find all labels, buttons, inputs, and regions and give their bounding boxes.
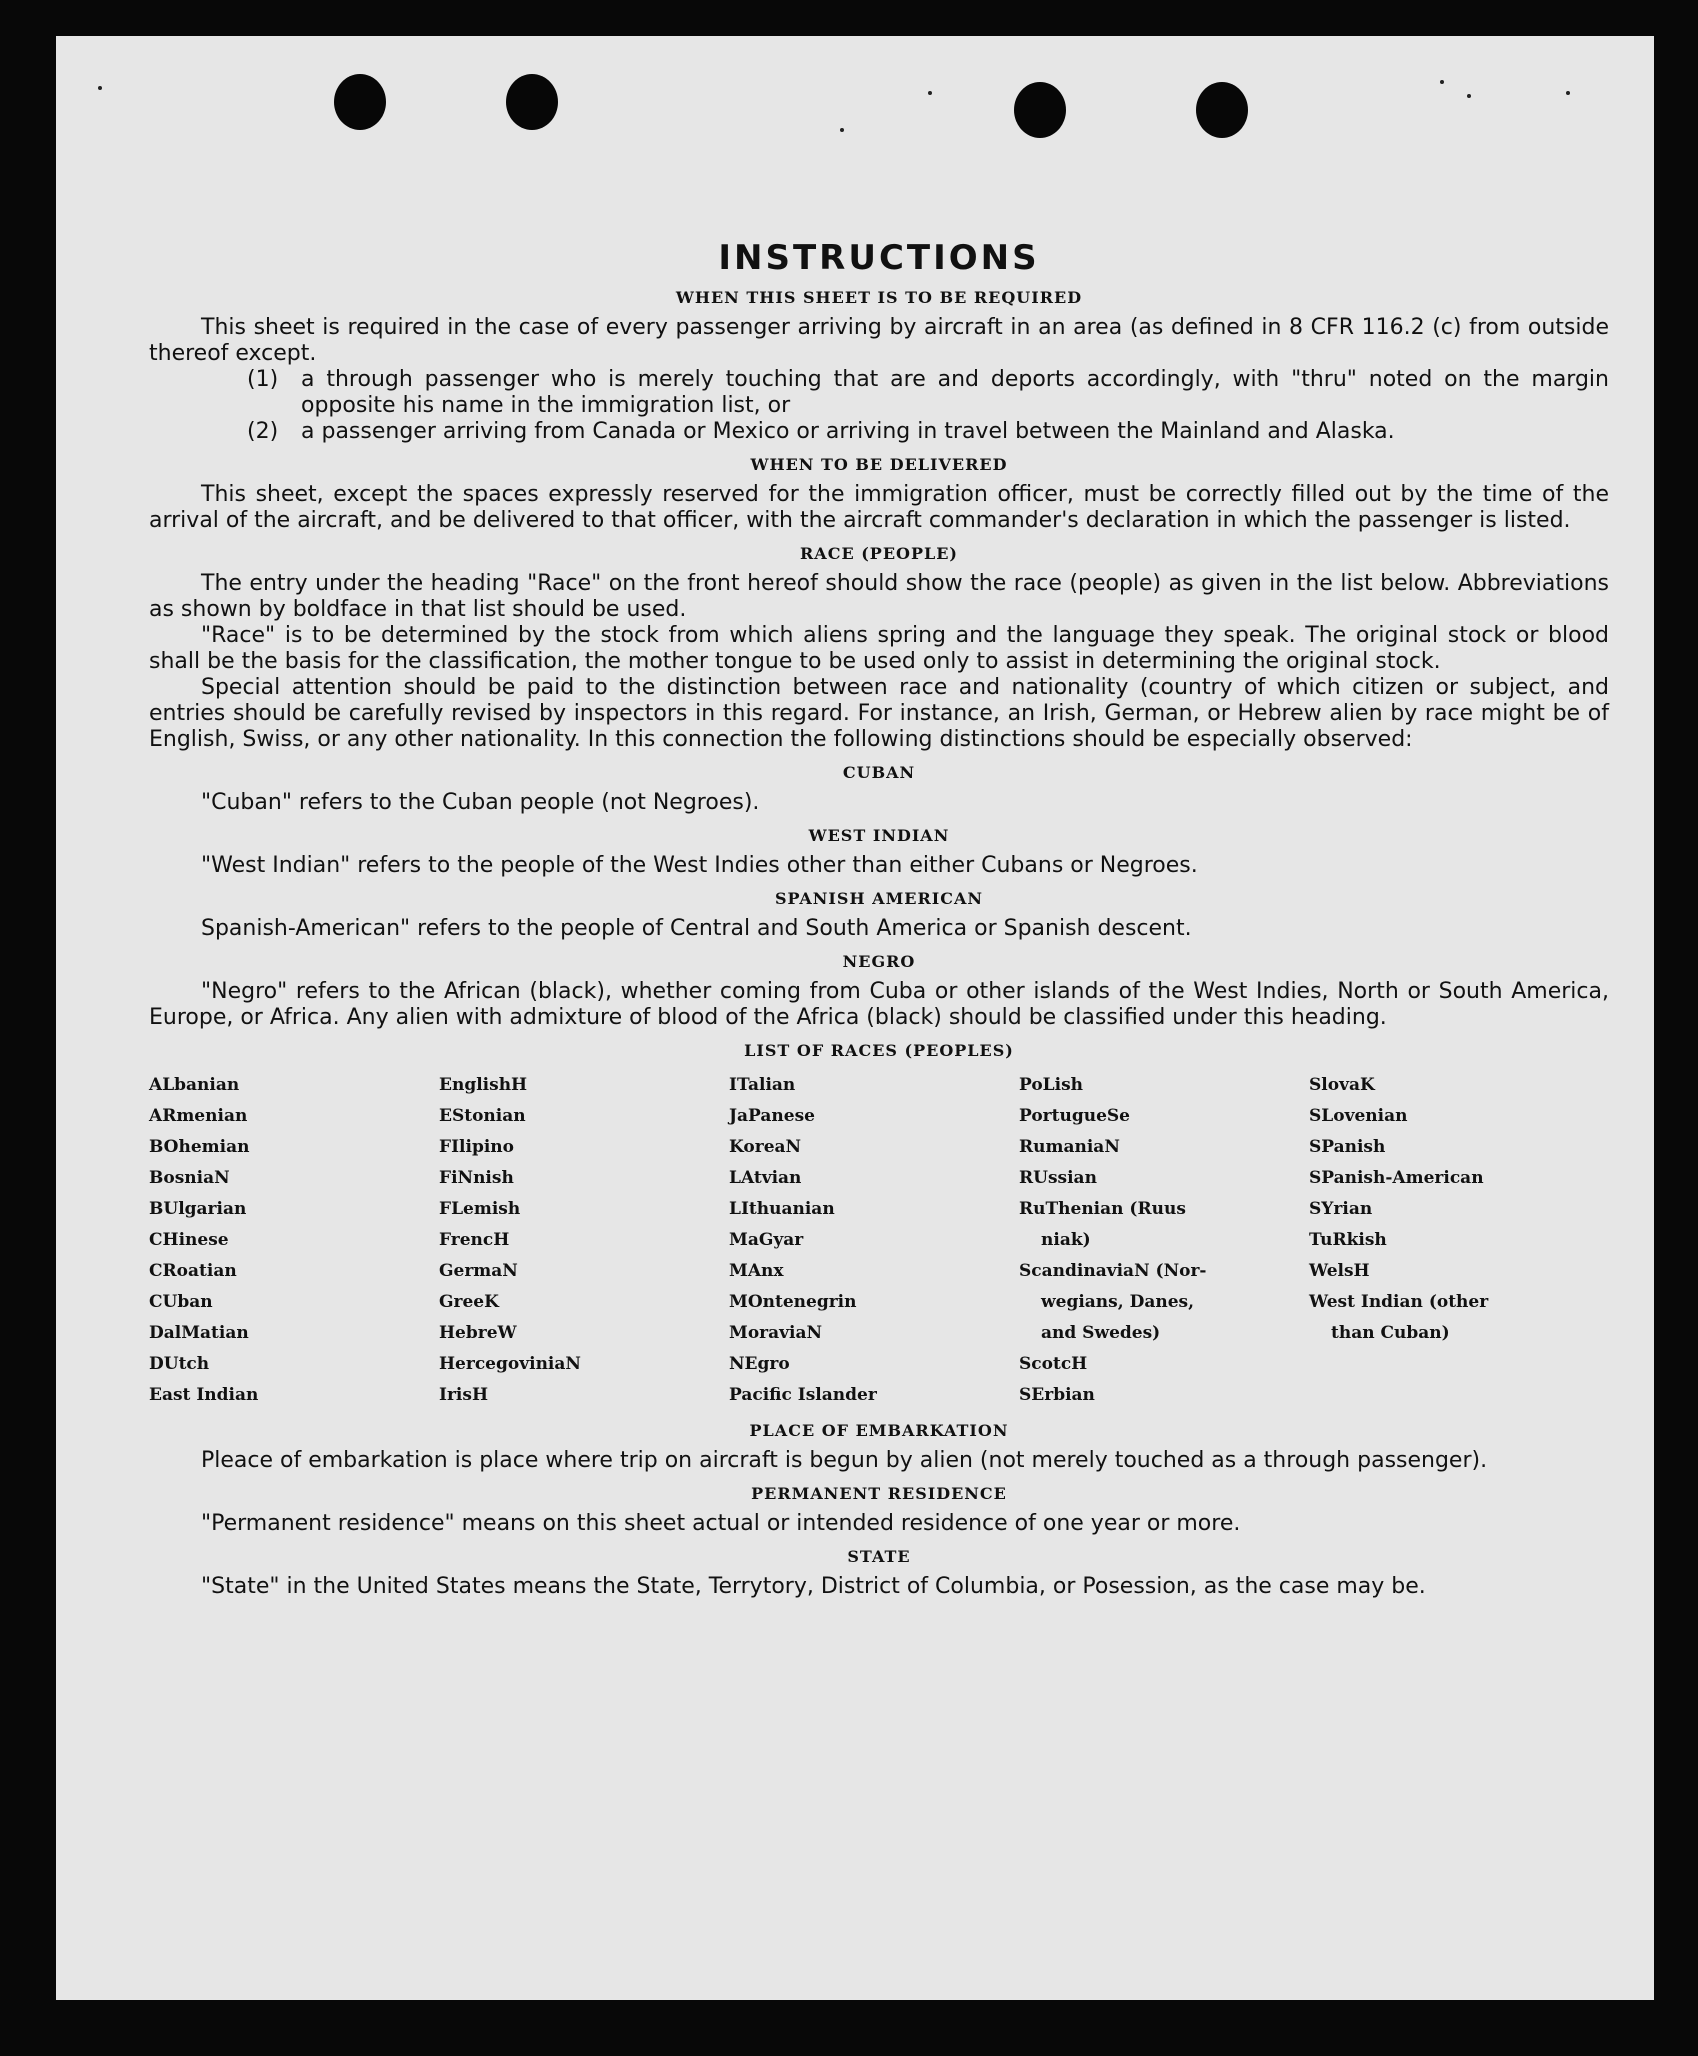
exception-item bbox=[247, 367, 1609, 419]
speck bbox=[1566, 91, 1570, 95]
race-entry: ScotcH bbox=[1019, 1354, 1088, 1374]
speck bbox=[928, 91, 932, 95]
when-delivered-text: This sheet, except the spaces expressly reserved for the immigration officer, must be correctly filled out by the time of the arrival of the aircraft, and be delivered to that officer, with the aircraft commander's declaration in which the passenger is listed. bbox=[149, 482, 1609, 533]
race-entry: WelsH bbox=[1309, 1261, 1370, 1281]
race-column bbox=[1309, 1070, 1599, 1411]
exception-number: (2) bbox=[247, 419, 279, 444]
race-entry: FLemish bbox=[439, 1199, 521, 1219]
speck bbox=[1467, 94, 1471, 98]
race-entry: and Swedes) bbox=[1041, 1323, 1161, 1343]
race-entry: MaGyar bbox=[729, 1230, 804, 1250]
race-entry: KoreaN bbox=[729, 1137, 802, 1157]
heading-west-indian: WEST INDIAN bbox=[808, 826, 950, 845]
race-entry: LAtvian bbox=[729, 1168, 802, 1188]
race-entry: FIlipino bbox=[439, 1137, 514, 1157]
west-indian-text: "West Indian" refers to the people of the West Indies other than either Cubans or Negroes. bbox=[201, 853, 1198, 878]
heading-when-required: WHEN THIS SHEET IS TO BE REQUIRED bbox=[675, 288, 1083, 307]
race-column bbox=[149, 1070, 439, 1411]
race-entry: MOntenegrin bbox=[729, 1292, 857, 1312]
heading-race: RACE (PEOPLE) bbox=[800, 544, 958, 563]
race-entry: East Indian bbox=[149, 1385, 259, 1405]
race-entry: ScandinaviaN (Nor- bbox=[1019, 1261, 1207, 1281]
speck bbox=[840, 128, 844, 132]
instructions-content bbox=[149, 202, 1609, 1608]
heading-list-of-races: LIST OF RACES (PEOPLES) bbox=[744, 1041, 1014, 1060]
race-entry: SlovaK bbox=[1309, 1075, 1375, 1095]
race-entry: LIthuanian bbox=[729, 1199, 835, 1219]
heading-place-of-embarkation: PLACE OF EMBARKATION bbox=[749, 1421, 1009, 1440]
spanish-american-text: Spanish-American" refers to the people of Central and South America or Spanish descent. bbox=[201, 916, 1192, 941]
race-entry: CUban bbox=[149, 1292, 213, 1312]
race-entry: RuThenian (Ruus bbox=[1019, 1199, 1186, 1219]
race-entry: wegians, Danes, bbox=[1041, 1292, 1194, 1312]
punch-hole bbox=[334, 74, 386, 130]
when-required-intro: This sheet is required in the case of every passenger arriving by aircraft in an area (as defined in 8 CFR 116.2 (c) from outside thereof except. bbox=[149, 315, 1609, 366]
exception-number: (1) bbox=[247, 367, 279, 392]
race-entry: FrencH bbox=[439, 1230, 510, 1250]
heading-state: STATE bbox=[847, 1547, 911, 1566]
race-entry: NEgro bbox=[729, 1354, 790, 1374]
race-entry: CHinese bbox=[149, 1230, 229, 1250]
race-entry: SPanish-American bbox=[1309, 1168, 1484, 1188]
race-entry: MoraviaN bbox=[729, 1323, 823, 1343]
race-entry: Pacific Islander bbox=[729, 1385, 877, 1405]
race-entry: CRoatian bbox=[149, 1261, 237, 1281]
permanent-residence-text: "Permanent residence" means on this sheet actual or intended residence of one year or more. bbox=[201, 1511, 1241, 1536]
race-entry: PortugueSe bbox=[1019, 1106, 1130, 1126]
race-entry: West Indian (other bbox=[1309, 1292, 1489, 1312]
race-paragraph-1: The entry under the heading "Race" on the front hereof should show the race (people) as given in the list below. Abbreviations as shown by boldface in that list should be used. bbox=[149, 571, 1609, 622]
race-entry: MAnx bbox=[729, 1261, 784, 1281]
race-entry: than Cuban) bbox=[1331, 1323, 1450, 1343]
race-entry: SYrian bbox=[1309, 1199, 1373, 1219]
race-entry: ITalian bbox=[729, 1075, 796, 1095]
document-sheet bbox=[56, 36, 1654, 2000]
race-entry: DalMatian bbox=[149, 1323, 249, 1343]
race-entry: GreeK bbox=[439, 1292, 499, 1312]
place-of-embarkation-text: Pleace of embarkation is place where trip on aircraft is begun by alien (not merely touched as a through passenger). bbox=[201, 1448, 1488, 1473]
race-entry: EStonian bbox=[439, 1106, 526, 1126]
race-list bbox=[149, 1070, 1609, 1411]
race-entry: TuRkish bbox=[1309, 1230, 1387, 1250]
race-entry: SPanish bbox=[1309, 1137, 1386, 1157]
state-text: "State" in the United States means the State, Terrytory, District of Columbia, or Posession, as the case may be. bbox=[201, 1574, 1426, 1599]
race-entry: RUssian bbox=[1019, 1168, 1097, 1188]
speck bbox=[98, 86, 102, 90]
race-entry: HebreW bbox=[439, 1323, 517, 1343]
race-entry: IrisH bbox=[439, 1385, 488, 1405]
punch-hole bbox=[1014, 82, 1066, 138]
race-paragraph-3: Special attention should be paid to the distinction between race and nationality (country of which citizen or subject, and entries should be carefully revised by inspectors in this regard. For instance, an Irish, German, or Hebrew alien by race might be of English, Swiss, or any other nationality. In this connection the following distinctions should be especially observed: bbox=[149, 675, 1609, 752]
race-entry: ALbanian bbox=[149, 1075, 240, 1095]
race-entry: SErbian bbox=[1019, 1385, 1095, 1405]
race-entry: ARmenian bbox=[149, 1106, 248, 1126]
race-entry: BosniaN bbox=[149, 1168, 230, 1188]
heading-permanent-residence: PERMANENT RESIDENCE bbox=[751, 1484, 1007, 1503]
race-entry: DUtch bbox=[149, 1354, 210, 1374]
heading-cuban: CUBAN bbox=[842, 763, 916, 782]
negro-text: "Negro" refers to the African (black), whether coming from Cuba or other islands of the West Indies, North or South America, Europe, or Africa. Any alien with admixture of blood of the Africa (black) should be classified under this heading. bbox=[149, 979, 1609, 1030]
race-column bbox=[439, 1070, 729, 1411]
race-entry: FiNnish bbox=[439, 1168, 514, 1188]
punch-hole bbox=[1196, 82, 1248, 138]
exception-item bbox=[247, 419, 1609, 445]
heading-spanish-american: SPANISH AMERICAN bbox=[774, 889, 984, 908]
race-entry: BUlgarian bbox=[149, 1199, 247, 1219]
race-entry: HercegoviniaN bbox=[439, 1354, 581, 1374]
race-entry: PoLish bbox=[1019, 1075, 1084, 1095]
exception-text: a passenger arriving from Canada or Mexico or arriving in travel between the Mainland and Alaska. bbox=[301, 419, 1395, 444]
speck bbox=[1440, 80, 1444, 84]
page-title: INSTRUCTIONS bbox=[718, 238, 1040, 278]
race-entry: GermaN bbox=[439, 1261, 518, 1281]
race-column bbox=[1019, 1070, 1309, 1411]
race-entry: RumaniaN bbox=[1019, 1137, 1120, 1157]
race-entry: BOhemian bbox=[149, 1137, 250, 1157]
race-paragraph-2: "Race" is to be determined by the stock from which aliens spring and the language they speak. The original stock or blood shall be the basis for the classification, the mother tongue to be used only to assist in determining the original stock. bbox=[149, 623, 1609, 674]
race-entry: niak) bbox=[1041, 1230, 1091, 1250]
race-entry: JaPanese bbox=[729, 1106, 815, 1126]
race-entry: EnglishH bbox=[439, 1075, 528, 1095]
heading-negro: NEGRO bbox=[842, 952, 916, 971]
exception-text: a through passenger who is merely touching that are and deports accordingly, with "thru" noted on the margin opposite his name in the immigration list, or bbox=[301, 367, 1609, 418]
heading-when-delivered: WHEN TO BE DELIVERED bbox=[750, 455, 1008, 474]
punch-hole bbox=[506, 74, 558, 130]
race-entry: SLovenian bbox=[1309, 1106, 1408, 1126]
race-column bbox=[729, 1070, 1019, 1411]
cuban-text: "Cuban" refers to the Cuban people (not Negroes). bbox=[201, 790, 760, 815]
